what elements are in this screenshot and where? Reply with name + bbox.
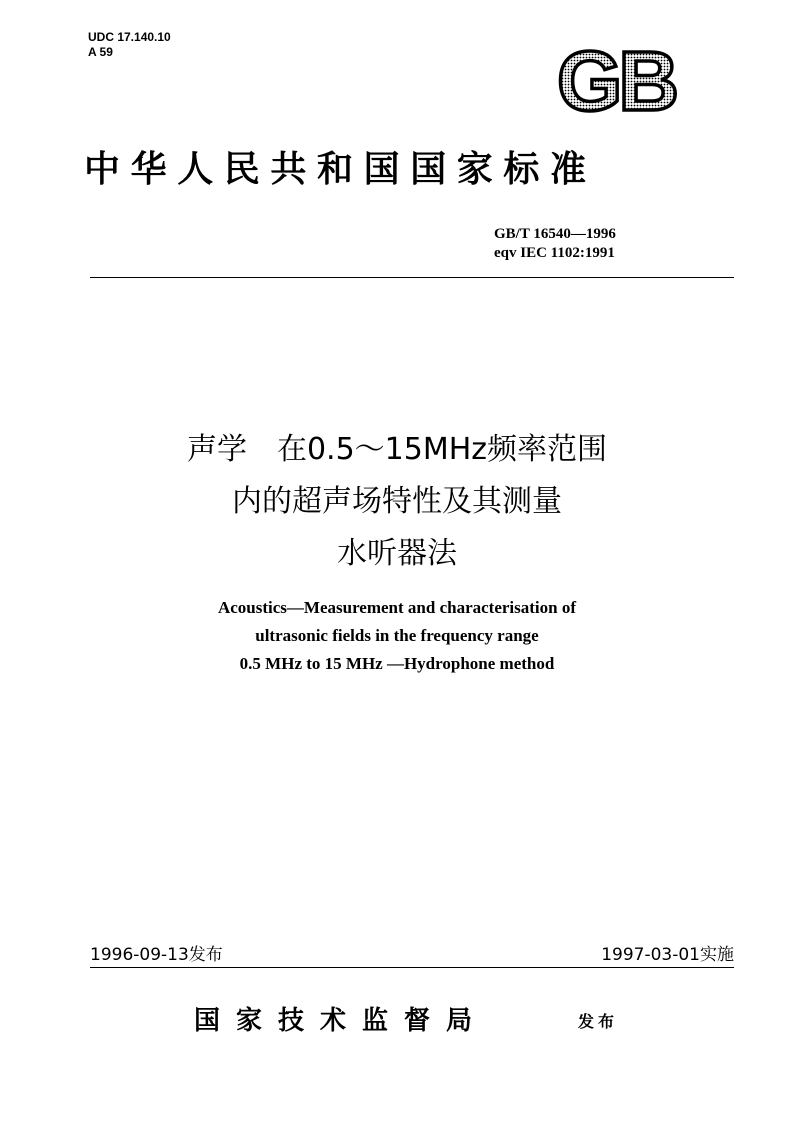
standard-number-block — [470, 225, 734, 263]
chinese-title-line-3: 水听器法 — [337, 536, 457, 571]
issue-date: 1996-09-13发布 — [90, 945, 223, 965]
effective-date: 1997-03-01实施 — [601, 945, 734, 965]
english-title-line-1: Acoustics—Measurement and characterisation of — [217, 598, 577, 617]
standard-category: 中华人民共和国国家标准 — [84, 149, 597, 190]
english-title — [60, 594, 734, 678]
gb-logo-text: GB — [557, 44, 675, 118]
gb-logo — [546, 44, 686, 118]
chinese-title — [60, 424, 734, 580]
issuing-authority: 国家技术监督局 — [194, 1006, 489, 1036]
english-title-line-2: ultrasonic fields in the frequency range — [255, 626, 539, 645]
udc-block — [88, 30, 171, 60]
equivalent-standard: eqv IEC 1102:1991 — [494, 245, 615, 261]
top-divider — [90, 277, 734, 278]
standard-number: GB/T 16540—1996 — [494, 226, 616, 242]
udc-number: UDC 17.140.10 — [88, 30, 171, 44]
english-title-line-3: 0.5 MHz to 15 MHz —Hydrophone method — [239, 654, 555, 673]
chinese-title-line-1: 声学 在0.5～15MHz频率范围 — [186, 432, 608, 467]
class-code: A 59 — [88, 45, 113, 59]
publish-label: 发布 — [578, 1012, 619, 1031]
chinese-title-line-2: 内的超声场特性及其测量 — [232, 484, 562, 519]
bottom-divider — [90, 967, 734, 968]
